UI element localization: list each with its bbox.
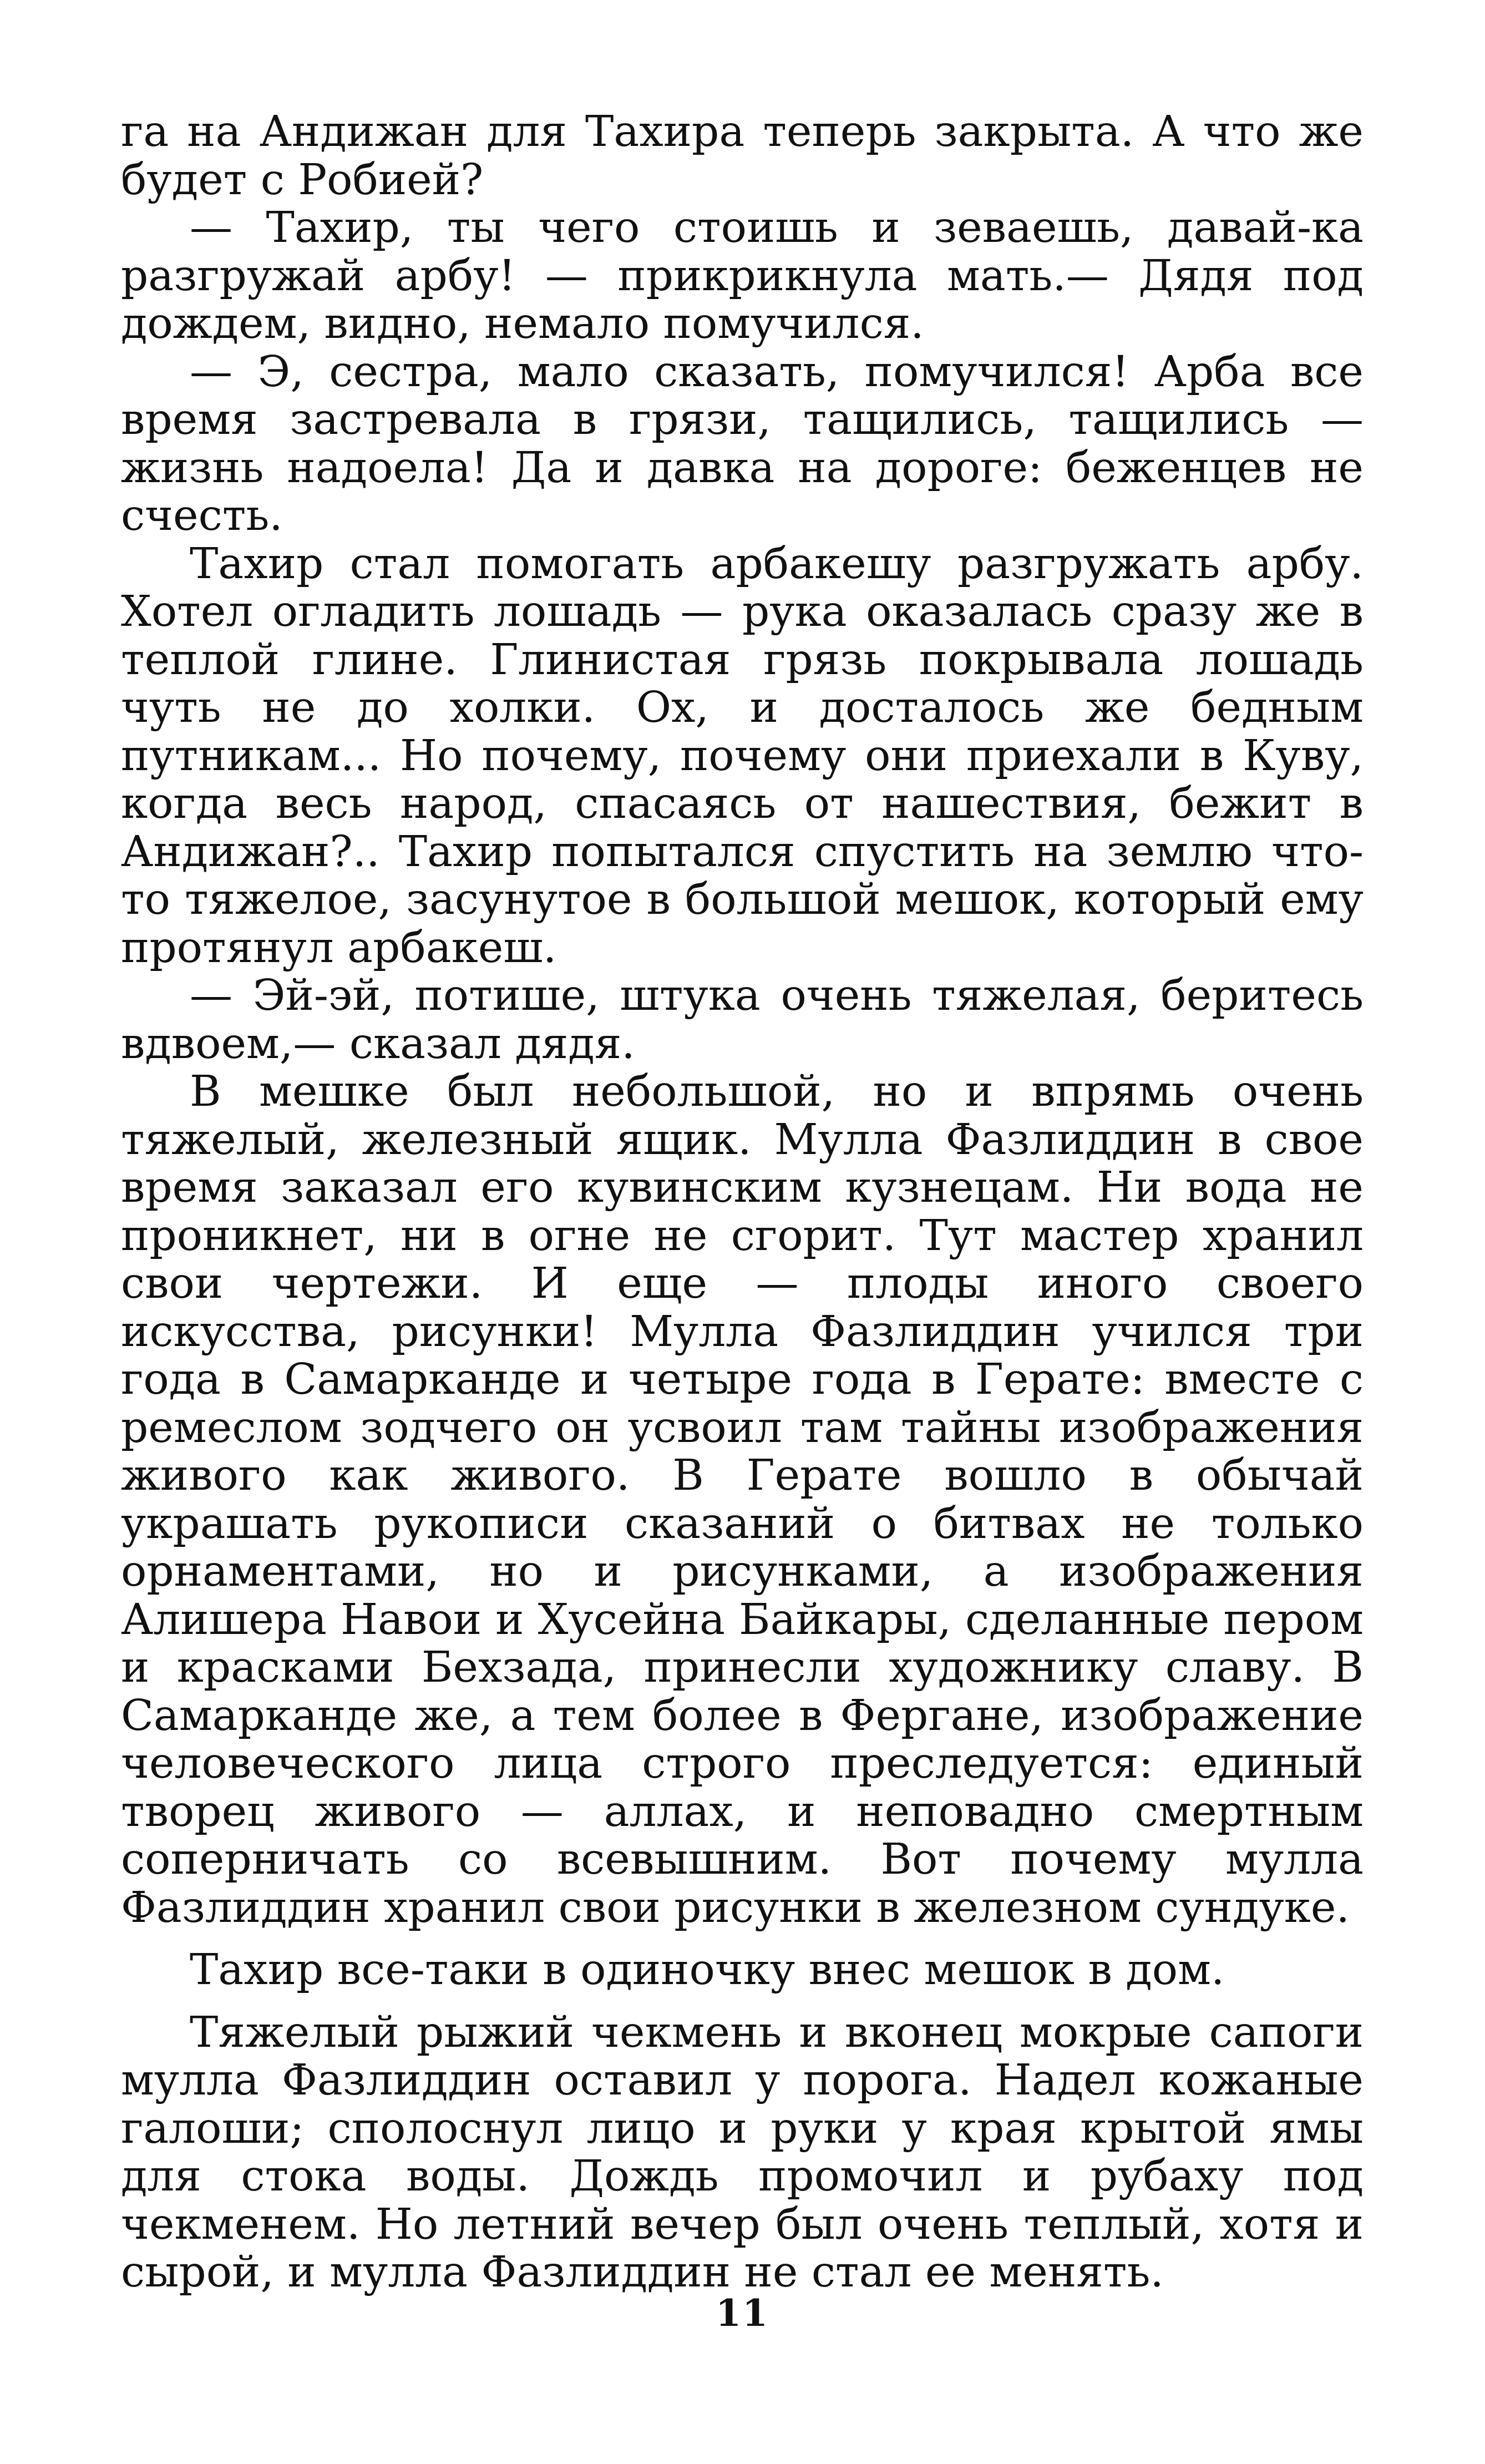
paragraph-1: га на Андижан для Тахира теперь закрыта. А что же будет с Робией?	[121, 107, 1364, 205]
paragraph-8: Тяжелый рыжий чекмень и вконец мокрые сапоги мулла Фазлиддин оставил у порога. Надел кожаные галоши; сполоснул лицо и руки у края крытой ямы для стока воды. Дождь промочил и рубаху под чекменем. Но летний вечер был очень теплый, хотя и сырой, и мулла Фазлиддин не стал ее менять.	[121, 2007, 1364, 2297]
book-page	[121, 108, 1364, 2383]
paragraph-3: — Э, сестра, мало сказать, помучился! Арба все время застревала в грязи, тащились, тащились — жизнь надоела! Да и давка на дороге: беженцев не счесть.	[121, 347, 1364, 540]
paragraph-7: Тахир все-таки в одиночку внес мешок в дом.	[190, 1945, 1225, 1995]
paragraph-2: — Тахир, ты чего стоишь и зеваешь, давай-ка разгружай арбу! — прикрикнула мать.— Дядя под дождем, видно, немало помучился.	[121, 203, 1364, 348]
paragraph-4: Тахир стал помогать арбакешу разгружать арбу. Хотел огладить лошадь — рука оказалась сразу же в теплой глине. Глинистая грязь покрывала лошадь чуть не до холки. Ох, и досталось же бедным путникам... Но почему, почему они приехали в Куву, когда весь народ, спасаясь от нашествия, бежит в Андижан?.. Тахир попытался спустить на землю что-то тяжелое, засунутое в большой мешок, который ему протянул арбакеш.	[121, 539, 1364, 973]
body-text	[121, 108, 1364, 2297]
page-number: 11	[716, 2291, 769, 2335]
paragraph-6: В мешке был небольшой, но и впрямь очень тяжелый, железный ящик. Мулла Фазлиддин в свое время заказал его кувинским кузнецам. Ни вода не проникнет, ни в огне не сгорит. Тут мастер хранил свои чертежи. И еще — плоды иного своего искусства, рисунки! Мулла Фазлиддин учился три года в Самарканде и четыре года в Герате: вместе с ремеслом зодчего он усвоил там тайны изображения живого как живого. В Герате вошло в обычай украшать рукописи сказаний о битвах не только орнаментами, но и рисунками, а изображения Алишера Навои и Хусейна Байкары, сделанные пером и красками Бехзада, принесли художнику славу. В Самарканде же, а тем более в Фергане, изображение человеческого лица строго преследуется: единый творец живого — аллах, и неповадно смертным соперничать со всевышним. Вот почему мулла Фазлиддин хранил свои рисунки в железном сундуке.	[121, 1067, 1364, 1932]
paragraph-5: — Эй-эй, потише, штука очень тяжелая, беритесь вдвоем,— сказал дядя.	[121, 971, 1364, 1069]
